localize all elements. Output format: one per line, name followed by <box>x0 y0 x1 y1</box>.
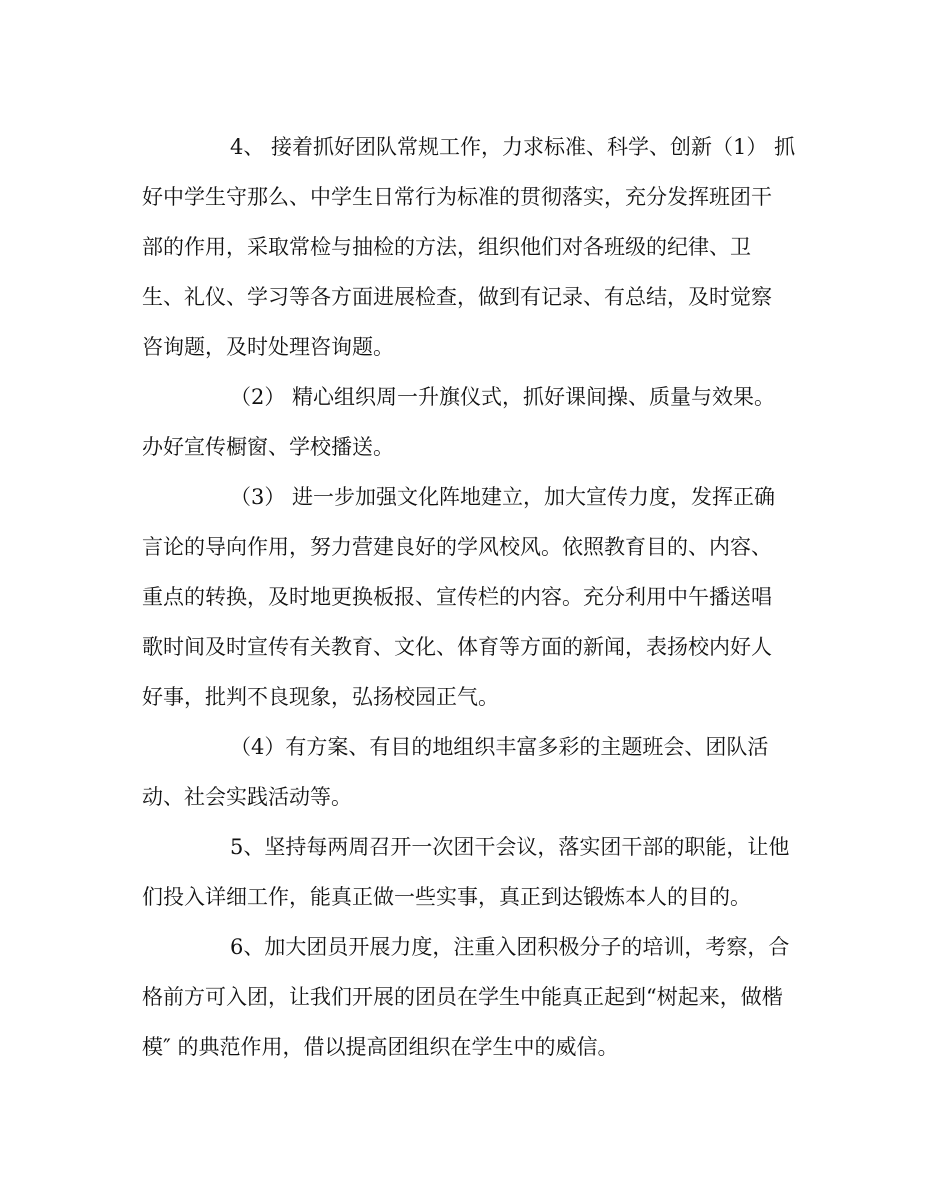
text-line: （3） 进一步加强文化阵地建立，加大宣传力度，发挥正确 <box>230 485 776 509</box>
text-line: （4）有方案、有目的地组织丰富多彩的主题班会、团队活 <box>230 735 769 759</box>
text-line: 5、坚持每两周召开一次团干会议，落实团干部的职能，让他 <box>230 835 790 859</box>
text-line: （2） 精心组织周一升旗仪式，抓好课间操、质量与效果。 <box>230 385 776 409</box>
paragraph-6 <box>142 922 808 1072</box>
text-line: 重点的转换，及时地更换板报、宣传栏的内容。充分利用中午播送唱 <box>142 585 772 609</box>
paragraph-5 <box>142 822 808 922</box>
text-line: 们投入详细工作，能真正做一些实事，真正到达锻炼本人的目的。 <box>142 885 751 909</box>
text-line: 动、社会实践活动等。 <box>142 785 352 809</box>
text-line: 4、 接着抓好团队常规工作，力求标准、科学、创新（1） 抓 <box>230 135 796 159</box>
text-line: 模″ 的典范作用，借以提高团组织在学生中的威信。 <box>142 1035 619 1059</box>
text-line: 好事，批判不良现象，弘扬校园正气。 <box>142 685 499 709</box>
paragraph-4-3 <box>142 472 808 722</box>
text-line: 言论的导向作用，努力营建良好的学风校风。依照教育目的、内容、 <box>142 535 772 559</box>
paragraph-4-4 <box>142 722 808 822</box>
text-line: 部的作用，采取常检与抽检的方法，组织他们对各班级的纪律、卫 <box>142 235 751 259</box>
text-line: 歌时间及时宣传有关教育、文化、体育等方面的新闻，表扬校内好人 <box>142 635 772 659</box>
text-line: 咨询题，及时处理咨询题。 <box>142 335 394 359</box>
document-body <box>142 122 808 1072</box>
text-line: 生、礼仪、学习等各方面进展检查，做到有记录、有总结，及时觉察 <box>142 285 772 309</box>
text-line: 办好宣传橱窗、学校播送。 <box>142 435 394 459</box>
text-line: 格前方可入团，让我们开展的团员在学生中能真正起到“树起来，做楷 <box>142 985 783 1009</box>
paragraph-4 <box>142 122 808 372</box>
paragraph-4-2 <box>142 372 808 472</box>
text-line: 好中学生守那么、中学生日常行为标准的贯彻落实，充分发挥班团干 <box>142 185 772 209</box>
text-line: 6、加大团员开展力度，注重入团积极分子的培训，考察，合 <box>230 935 790 959</box>
